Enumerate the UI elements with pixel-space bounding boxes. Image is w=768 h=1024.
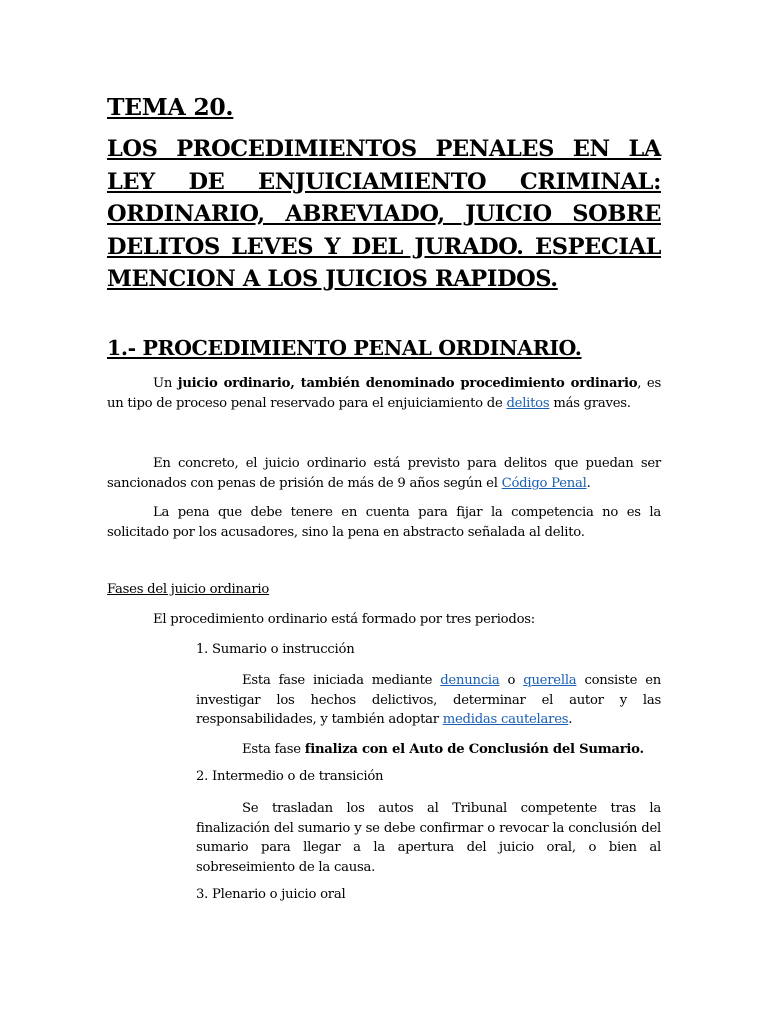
topic-number: TEMA 20. [107, 93, 234, 121]
text-run: o [499, 673, 524, 688]
phase-1-conclusion [196, 740, 661, 760]
text-run: Esta fase [242, 742, 305, 757]
document-title: LOS PROCEDIMIENTOS PENALES EN LA LEY DE ENJUICIAMIENTO CRIMINAL: ORDINARIO, ABREVIADO, JUICIO SOBRE DELITOS LEVES Y DEL JURADO. ESPECIAL MENCION A LOS JUICIOS RAPIDOS. [107, 136, 661, 292]
link-querella[interactable]: querella [523, 673, 577, 688]
text-run: En concreto, el juicio ordinario está previsto para delitos que puedan ser sancionados con penas de prisión de más de 9 años según el [107, 456, 661, 491]
link-codigo-penal[interactable]: Código Penal [501, 476, 587, 491]
text-run: , es un tipo de proceso penal reservado para el enjuiciamiento de [107, 376, 661, 411]
text-run: más graves. [549, 396, 631, 411]
text-run: Un [153, 376, 178, 391]
link-medidas-cautelares[interactable]: medidas cautelares [442, 712, 569, 727]
paragraph-concreto [107, 454, 661, 494]
phases-heading: Fases del juicio ordinario [107, 582, 270, 597]
link-delitos[interactable]: delitos [506, 396, 550, 411]
text-run: consiste en investigar los hechos delictivos, determinar el autor y las responsabilidades, y también adoptar [196, 673, 661, 727]
phases-intro: El procedimiento ordinario está formado por tres periodos: [153, 612, 535, 627]
text-run: . [568, 712, 573, 727]
bold-text-run: finaliza con el Auto de Conclusión del Sumario. [304, 742, 644, 757]
phase-1-title: 1. Sumario o instrucción [196, 642, 355, 657]
link-denuncia[interactable]: denuncia [440, 673, 500, 688]
paragraph-pena: La pena que debe tenere en cuenta para fijar la competencia no es la solicitado por los acusadores, sino la pena en abstracto señalada al delito. [107, 505, 661, 540]
text-run: . [586, 476, 591, 491]
bold-text-run: juicio ordinario, también denominado procedimiento ordinario [177, 376, 638, 391]
phase-2-description: Se trasladan los autos al Tribunal competente tras la finalización del sumario y se debe confirmar o revocar la conclusión del sumario para llegar a la apertura del juicio oral, o bien al sobreseimiento de la causa. [196, 801, 661, 875]
section-heading: 1.- PROCEDIMIENTO PENAL ORDINARIO. [107, 336, 582, 360]
phase-2-title: 2. Intermedio o de transición [196, 769, 384, 784]
paragraph-intro [107, 374, 661, 414]
phase-1-description [196, 671, 661, 730]
text-run: Esta fase iniciada mediante [242, 673, 441, 688]
phase-3-title: 3. Plenario o juicio oral [196, 887, 346, 902]
